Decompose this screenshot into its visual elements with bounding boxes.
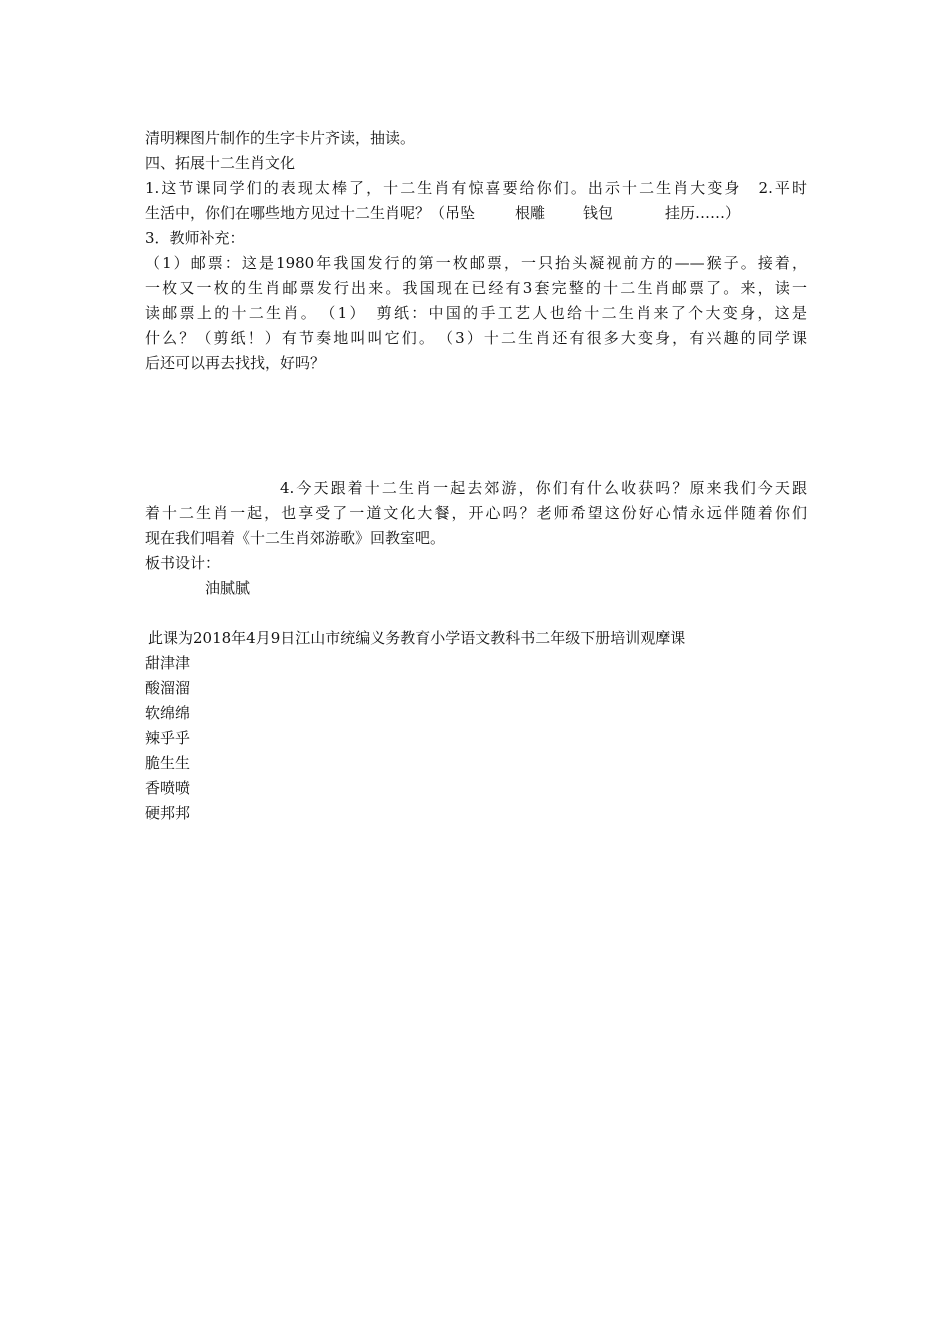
word-item: 酸溜溜 <box>145 679 191 697</box>
text-line-11: 4.今天跟着十二生肖一起去郊游，你们有什么收获吗？原来我们今天跟 <box>280 479 807 497</box>
word-item: 香喷喷 <box>145 779 191 797</box>
text-line-13: 现在我们唱着《十二生肖郊游歌》回教室吧。 <box>145 529 446 547</box>
board-word: 油腻腻 <box>205 579 251 597</box>
text-line-9: 什么？（剪纸！）有节奏地叫叫它们。 （3）十二生肖还有很多大变身，有兴趣的同学课 <box>145 329 807 347</box>
word-item: 软绵绵 <box>145 704 191 722</box>
text-line-12: 着十二生肖一起，也享受了一道文化大餐，开心吗？老师希望这份好心情永远伴随着你们 <box>145 504 807 522</box>
text-line-5: 3．教师补充： <box>145 229 245 247</box>
text-line-4-part-b: 根雕 <box>515 204 546 222</box>
text-line-4-part-a: 生活中，你们在哪些地方见过十二生肖呢？（吊坠 <box>145 204 476 222</box>
text-line-6: （1）邮票：这是1980年我国发行的第一枚邮票，一只抬头凝视前方的——猴子。接着， <box>145 254 807 272</box>
board-design-label: 板书设计： <box>145 554 221 572</box>
word-item: 脆生生 <box>145 754 191 772</box>
text-line-4-part-c: 钱包 <box>583 204 614 222</box>
word-item: 甜津津 <box>145 654 191 672</box>
text-line-4 <box>145 201 740 225</box>
word-item: 辣乎乎 <box>145 729 191 747</box>
text-line-7: 一枚又一枚的生肖邮票发行出来。我国现在已经有3套完整的十二生肖邮票了。来，读一 <box>145 279 807 297</box>
word-item: 硬邦邦 <box>145 804 191 822</box>
text-line-4-part-d: 挂历……） <box>665 204 741 222</box>
text-line-1: 清明粿图片制作的生字卡片齐读，抽读。 <box>145 129 416 147</box>
text-line-10: 后还可以再去找找，好吗？ <box>145 354 326 372</box>
course-note: 此课为2018年4月9日江山市统编义务教育小学语文教科书二年级下册培训观摩课 <box>148 629 686 647</box>
section-heading: 四、拓展十二生肖文化 <box>145 154 296 172</box>
text-line-3: 1.这节课同学们的表现太棒了，十二生肖有惊喜要给你们。出示十二生肖大变身 2.平时 <box>145 179 807 197</box>
text-line-8: 读邮票上的十二生肖。 （1） 剪纸：中国的手工艺人也给十二生肖来了个大变身，这是 <box>145 304 807 322</box>
